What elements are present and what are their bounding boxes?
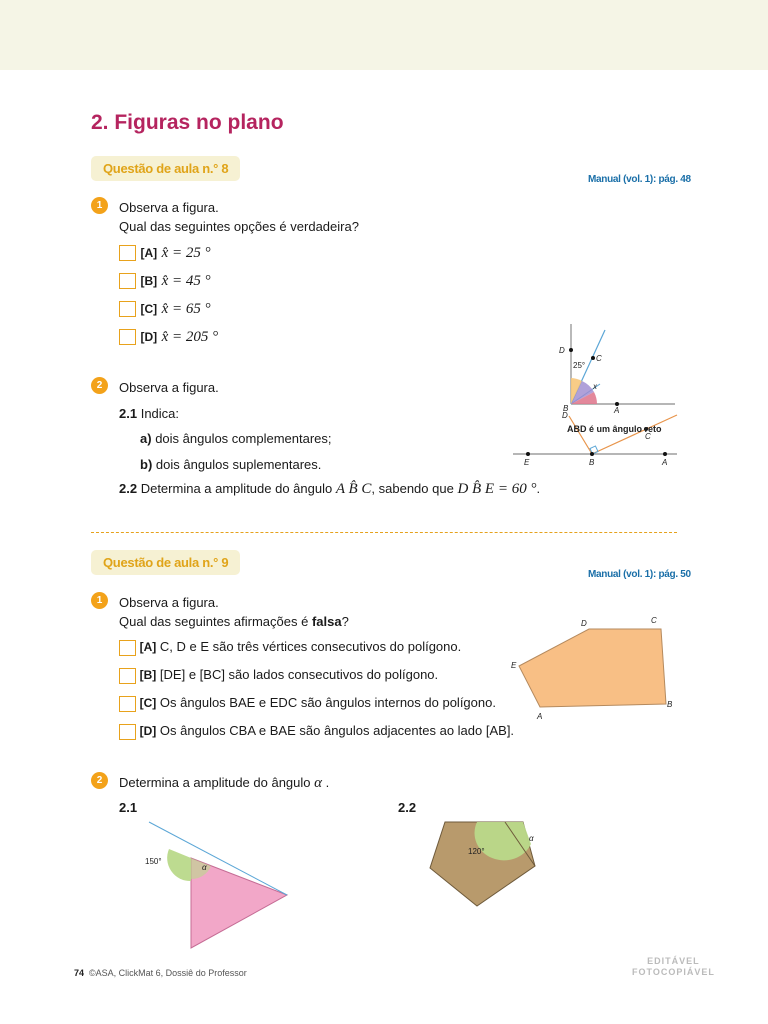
- q9-option-b: [119, 667, 438, 684]
- q8-option-c: [119, 300, 211, 318]
- point-a2: [663, 452, 667, 456]
- angle-150: [167, 849, 191, 881]
- label-e: E: [524, 458, 530, 467]
- item-number-badge: 2: [91, 772, 108, 789]
- top-band: [0, 0, 768, 70]
- sub-text: Indica:: [140, 406, 180, 421]
- q9-option-a: [119, 639, 461, 656]
- pentagon: [519, 629, 666, 707]
- ray-bd2: [569, 416, 592, 454]
- sub-number: 2.2: [119, 481, 138, 496]
- option-text: [DE] e [BC] são lados consecutivos do polígono.: [159, 667, 439, 682]
- label-alpha: α: [202, 863, 207, 872]
- editable-stamp: [632, 956, 715, 978]
- label-a2: A: [662, 458, 668, 467]
- q8-option-d: [119, 328, 218, 346]
- item-number-badge: 1: [91, 197, 108, 214]
- stamp-line2: FOTOCOPIÁVEL: [632, 967, 715, 977]
- page-number: 74: [74, 968, 85, 978]
- q8-option-b: [119, 272, 211, 290]
- option-math: x̂ = 205 °: [161, 329, 219, 345]
- q9-sub2-label: 2.2: [398, 800, 417, 815]
- sub-text: dois ângulos complementares;: [155, 431, 332, 446]
- fig-2-2: [425, 818, 555, 913]
- q8-item2-sub1: [119, 406, 179, 421]
- item-number-badge: 1: [91, 592, 108, 609]
- sub-label: a): [140, 431, 152, 446]
- label-a: A: [537, 712, 543, 721]
- line2-bold: falsa: [311, 614, 342, 629]
- label-d2: D: [562, 411, 568, 420]
- math-dbe: D B̂ E = 60 °: [457, 481, 537, 497]
- copyright: ©ASA, ClickMat 6, Dossiê do Professor: [89, 968, 247, 978]
- sub-number: 2.1: [119, 406, 138, 421]
- option-a-checkbox[interactable]: [119, 245, 136, 261]
- q9-option-d: [119, 723, 514, 740]
- option-a-checkbox[interactable]: [119, 640, 136, 656]
- point-d: [569, 348, 573, 352]
- label-e: E: [511, 661, 517, 670]
- sub-text: dois ângulos suplementares.: [155, 457, 322, 472]
- label-c: C: [596, 354, 602, 363]
- line2-post: ?: [341, 614, 349, 629]
- q8-figure: [505, 320, 685, 470]
- question-9-manual-ref: Manual (vol. 1): pág. 50: [588, 569, 691, 580]
- q9-item2-line1: [119, 775, 329, 792]
- label-a: A: [614, 406, 620, 415]
- option-math: x̂ = 65 °: [161, 301, 211, 317]
- q8-item1-line2: Qual das seguintes opções é verdadeira?: [119, 219, 359, 234]
- option-c-checkbox[interactable]: [119, 301, 136, 317]
- label-c: C: [651, 616, 657, 625]
- ray-bc2: [592, 415, 677, 454]
- q8-item2-line1: Observa a figura.: [119, 380, 219, 395]
- option-c-checkbox[interactable]: [119, 696, 136, 712]
- option-math: x̂ = 45 °: [161, 273, 211, 289]
- question-8-manual-ref: Manual (vol. 1): pág. 48: [588, 174, 691, 185]
- sub-text-mid: , sabendo que: [371, 481, 454, 496]
- item-number-badge: 2: [91, 377, 108, 394]
- option-letter: [C]: [139, 696, 157, 710]
- q9-item1-line1: Observa a figura.: [119, 595, 219, 610]
- q9-option-c: [119, 695, 496, 712]
- option-math: x̂ = 25 °: [161, 245, 211, 261]
- fig-2-1: [140, 818, 300, 953]
- sub-text-end: .: [536, 481, 541, 496]
- label-d: D: [559, 346, 565, 355]
- question-8-badge: Questão de aula n.° 8: [91, 156, 240, 181]
- section-title: 2. Figuras no plano: [91, 111, 284, 134]
- math-alpha: α: [314, 775, 323, 791]
- option-letter: [C]: [140, 302, 158, 316]
- option-d-checkbox[interactable]: [119, 329, 136, 345]
- label-b: B: [563, 404, 569, 413]
- sub-label: b): [140, 457, 153, 472]
- line2-pre: Qual das seguintes afirmações é: [119, 614, 309, 629]
- option-text: C, D e E são três vértices consecutivos do polígono.: [159, 639, 462, 654]
- label-120: 120°: [468, 847, 485, 856]
- option-letter: [D]: [139, 724, 157, 738]
- label-150: 150°: [145, 857, 162, 866]
- point-b2: [590, 452, 594, 456]
- q8-option-a: [119, 244, 211, 262]
- point-c: [591, 356, 595, 360]
- figure-caption: ABD é um ângulo reto: [567, 424, 662, 434]
- label-25: 25°: [573, 361, 586, 370]
- option-text: Os ângulos BAE e EDC são ângulos internos do polígono.: [159, 695, 496, 710]
- q8-item1-line1: Observa a figura.: [119, 200, 219, 215]
- label-b2: B: [589, 458, 595, 467]
- q8-item2-a: [140, 431, 332, 446]
- option-letter: [B]: [139, 668, 157, 682]
- option-letter: [D]: [140, 330, 158, 344]
- q9-sub1-label: 2.1: [119, 800, 138, 815]
- item2-end: .: [325, 775, 330, 790]
- label-x: x: [593, 382, 597, 391]
- option-letter: [B]: [140, 274, 158, 288]
- label-d: D: [581, 619, 587, 628]
- label-alpha-2: α: [529, 834, 534, 843]
- q8-item2-sub2: [119, 481, 540, 498]
- option-letter: [A]: [140, 246, 158, 260]
- option-b-checkbox[interactable]: [119, 668, 136, 684]
- label-c2: C: [645, 432, 651, 441]
- point-e: [526, 452, 530, 456]
- sub-text: Determina a amplitude do ângulo: [140, 481, 333, 496]
- item2-text: Determina a amplitude do ângulo: [119, 775, 311, 790]
- q9-item1-line2: [119, 614, 349, 629]
- section-divider: [91, 532, 677, 533]
- option-text: Os ângulos CBA e BAE são ângulos adjacentes ao lado [AB].: [159, 723, 515, 738]
- label-b: B: [667, 700, 673, 709]
- question-9-badge: Questão de aula n.° 9: [91, 550, 240, 575]
- math-abc: A B̂ C: [335, 481, 372, 497]
- stamp-line1: EDITÁVEL: [647, 956, 700, 966]
- q8-item2-b: [140, 457, 321, 472]
- option-letter: [A]: [139, 640, 157, 654]
- option-b-checkbox[interactable]: [119, 273, 136, 289]
- footer: [74, 968, 247, 978]
- option-d-checkbox[interactable]: [119, 724, 136, 740]
- q9-polygon-figure: [505, 612, 685, 727]
